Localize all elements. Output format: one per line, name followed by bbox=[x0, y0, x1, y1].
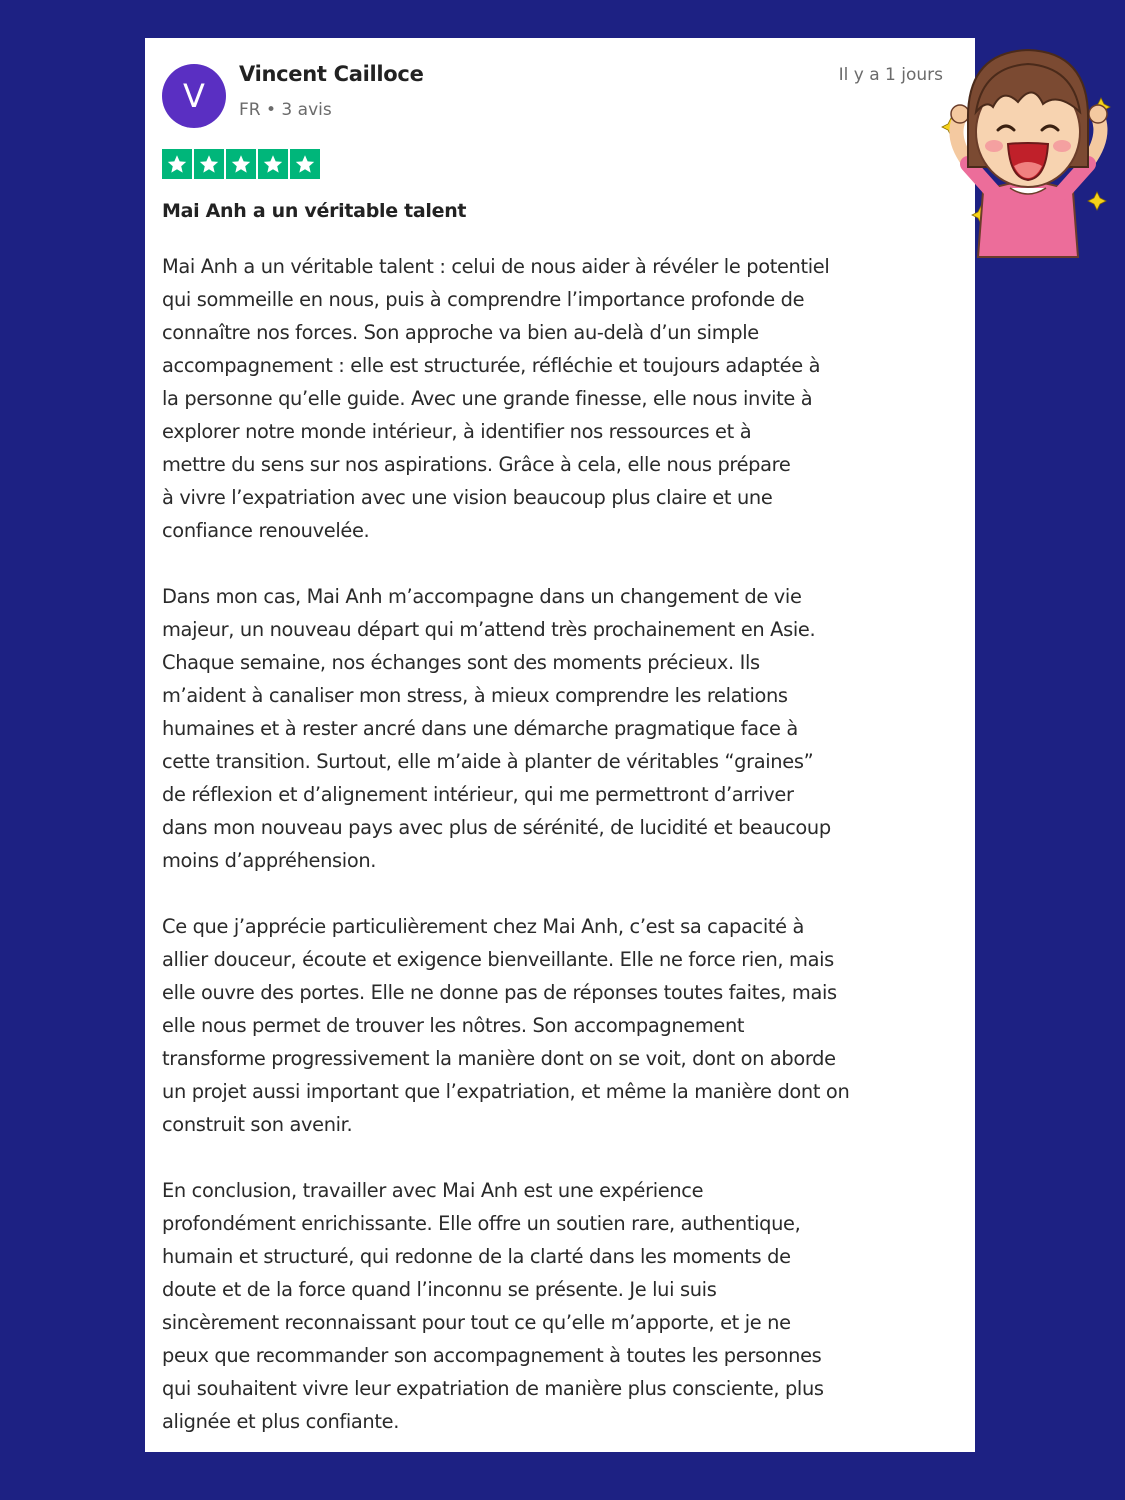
review-text-line: de réflexion et d’alignement intérieur, qui me permettront d’arriver bbox=[162, 783, 794, 806]
review-text-line: Dans mon cas, Mai Anh m’accompagne dans un changement de vie bbox=[162, 585, 802, 608]
review-text-line: construit son avenir. bbox=[162, 1113, 353, 1136]
review-text-line: sincèrement reconnaissant pour tout ce qu’elle m’apporte, et je ne bbox=[162, 1311, 791, 1334]
review-text-line: profondément enrichissante. Elle offre un soutien rare, authentique, bbox=[162, 1212, 801, 1235]
review-date: Il y a 1 jours bbox=[838, 65, 943, 85]
review-text-line: elle nous permet de trouver les nôtres. Son accompagnement bbox=[162, 1014, 745, 1037]
review-paragraph bbox=[162, 1174, 962, 1438]
review-text-line: humaines et à rester ancré dans une démarche pragmatique face à bbox=[162, 717, 798, 740]
review-text-line: à vivre l’expatriation avec une vision beaucoup plus claire et une bbox=[162, 486, 773, 509]
review-paragraph bbox=[162, 910, 962, 1141]
avatar[interactable]: V bbox=[162, 64, 226, 128]
review-text-line: confiance renouvelée. bbox=[162, 519, 370, 542]
review-text-line: En conclusion, travailler avec Mai Anh est une expérience bbox=[162, 1179, 704, 1202]
review-text-line: Ce que j’apprécie particulièrement chez Mai Anh, c’est sa capacité à bbox=[162, 915, 805, 938]
review-text-line: mettre du sens sur nos aspirations. Grâce à cela, elle nous prépare bbox=[162, 453, 791, 476]
review-text-line: doute et de la force quand l’inconnu se présente. Je lui suis bbox=[162, 1278, 717, 1301]
review-text-line: Mai Anh a un véritable talent : celui de nous aider à révéler le potentiel bbox=[162, 255, 830, 278]
review-text-line: la personne qu’elle guide. Avec une grande finesse, elle nous invite à bbox=[162, 387, 813, 410]
happy-girl-illustration bbox=[938, 42, 1116, 264]
review-text-line: transforme progressivement la manière dont on se voit, dont on aborde bbox=[162, 1047, 836, 1070]
review-text-line: dans mon nouveau pays avec plus de sérénité, de lucidité et beaucoup bbox=[162, 816, 831, 839]
review-text-line: peux que recommander son accompagnement à toutes les personnes bbox=[162, 1344, 822, 1367]
review-text-line: connaître nos forces. Son approche va bien au-delà d’un simple bbox=[162, 321, 759, 344]
review-text-line: m’aident à canaliser mon stress, à mieux comprendre les relations bbox=[162, 684, 788, 707]
review-text-line: alignée et plus confiante. bbox=[162, 1410, 400, 1433]
star-icon bbox=[194, 149, 224, 179]
author-name[interactable]: Vincent Cailloce bbox=[239, 62, 424, 86]
review-text-line: elle ouvre des portes. Elle ne donne pas de réponses toutes faites, mais bbox=[162, 981, 837, 1004]
star-icon bbox=[226, 149, 256, 179]
review-card bbox=[145, 38, 975, 1452]
review-text-line: cette transition. Surtout, elle m’aide à planter de véritables “graines” bbox=[162, 750, 814, 773]
review-text-line: Chaque semaine, nos échanges sont des moments précieux. Ils bbox=[162, 651, 760, 674]
star-icon bbox=[290, 149, 320, 179]
review-text-line: qui sommeille en nous, puis à comprendre l’importance profonde de bbox=[162, 288, 805, 311]
star-rating bbox=[162, 149, 320, 179]
author-meta: FR • 3 avis bbox=[239, 100, 332, 120]
review-text-line: un projet aussi important que l’expatriation, et même la manière dont on bbox=[162, 1080, 850, 1103]
review-paragraph bbox=[162, 580, 962, 877]
star-icon bbox=[258, 149, 288, 179]
sparkle-icon bbox=[1088, 192, 1106, 210]
review-body bbox=[162, 250, 962, 1471]
review-text-line: accompagnement : elle est structurée, réfléchie et toujours adaptée à bbox=[162, 354, 821, 377]
review-title[interactable]: Mai Anh a un véritable talent bbox=[162, 200, 467, 222]
review-text-line: allier douceur, écoute et exigence bienveillante. Elle ne force rien, mais bbox=[162, 948, 834, 971]
review-text-line: majeur, un nouveau départ qui m’attend très prochainement en Asie. bbox=[162, 618, 816, 641]
review-text-line: qui souhaitent vivre leur expatriation de manière plus consciente, plus bbox=[162, 1377, 824, 1400]
review-paragraph bbox=[162, 250, 962, 547]
star-icon bbox=[162, 149, 192, 179]
review-text-line: humain et structuré, qui redonne de la clarté dans les moments de bbox=[162, 1245, 791, 1268]
review-text-line: explorer notre monde intérieur, à identifier nos ressources et à bbox=[162, 420, 752, 443]
review-text-line: moins d’appréhension. bbox=[162, 849, 377, 872]
